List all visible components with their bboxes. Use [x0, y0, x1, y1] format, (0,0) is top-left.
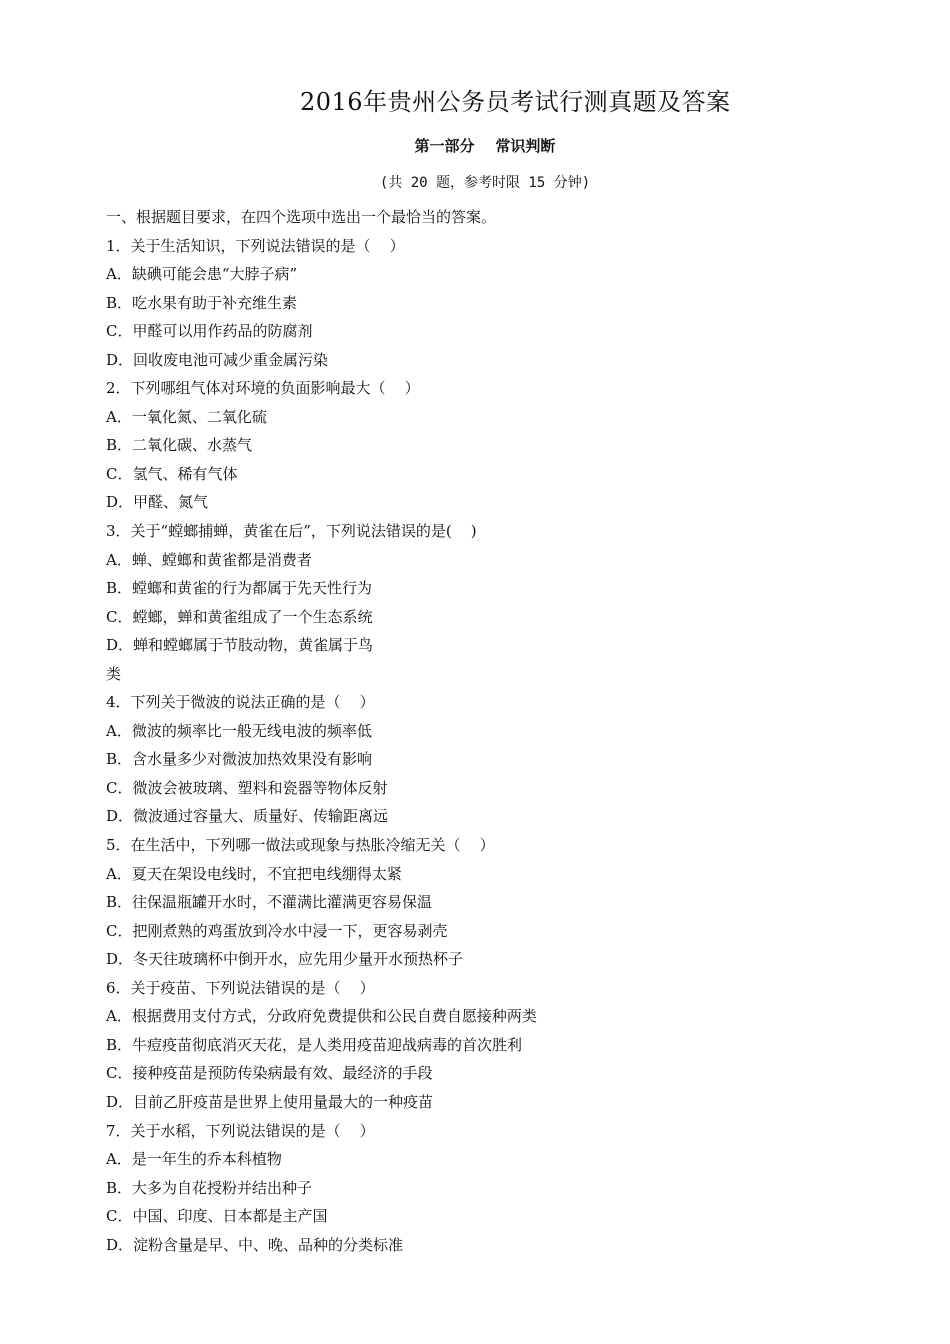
option-2b: B．二氧化碳、水蒸气 — [106, 436, 253, 455]
option-1a: A．缺碘可能会患“大脖子病” — [106, 265, 298, 284]
option-6b: B．牛痘疫苗彻底消灭天花，是人类用疫苗迎战病毒的首次胜利 — [106, 1035, 523, 1054]
option-7d: D．淀粉含量是早、中、晚、品种的分类标准 — [106, 1235, 404, 1254]
option-2a: A．一氧化氮、二氧化硫 — [106, 407, 267, 426]
option-5d: D．冬天往玻璃杯中倒开水，应先用少量开水预热杯子 — [106, 950, 464, 969]
instruction-text: 一、根据题目要求，在四个选项中选出一个最恰当的答案。 — [106, 208, 497, 226]
option-7c: C．中国、印度、日本都是主产国 — [106, 1207, 328, 1226]
question-1: 1．关于生活知识，下列说法错误的是（ ） — [106, 236, 405, 255]
option-3d: D．蝉和螳螂属于节肢动物，黄雀属于鸟 — [106, 636, 374, 655]
option-4c: C．微波会被玻璃、塑料和瓷器等物体反射 — [106, 778, 388, 797]
option-4a: A．微波的频率比一般无线电波的频率低 — [106, 721, 372, 740]
option-6d: D．目前乙肝疫苗是世界上使用量最大的一种疫苗 — [106, 1092, 434, 1111]
question-4: 4．下列关于微波的说法正确的是（ ） — [106, 693, 375, 712]
question-7: 7．关于水稻，下列说法错误的是（ ） — [106, 1121, 375, 1140]
option-4b: B．含水量多少对微波加热效果没有影响 — [106, 750, 373, 769]
option-5c: C．把刚煮熟的鸡蛋放到冷水中浸一下，更容易剥壳 — [106, 921, 448, 940]
document-body — [106, 203, 866, 1259]
section-heading: 第一部分 常识判断 — [414, 137, 556, 155]
section-note: (共 20 题，参考时限 15 分钟) — [379, 175, 591, 191]
question-6: 6．关于疫苗、下列说法错误的是（ ） — [106, 978, 375, 997]
option-4d: D．微波通过容量大、质量好、传输距离远 — [106, 807, 389, 826]
option-2c: C．氢气、稀有气体 — [106, 464, 238, 483]
option-5b: B．往保温瓶罐开水时，不灌满比灌满更容易保温 — [106, 893, 433, 912]
option-7b: B．大多为自花授粉并结出种子 — [106, 1178, 313, 1197]
option-3c: C．螳螂，蝉和黄雀组成了一个生态系统 — [106, 607, 373, 626]
question-3: 3．关于“螳螂捕蝉，黄雀在后”，下列说法错误的是( ) — [106, 522, 477, 541]
option-1c: C．甲醛可以用作药品的防腐剂 — [106, 322, 313, 341]
option-2d: D．甲醛、氮气 — [106, 493, 209, 512]
option-3d-continued: 类 — [106, 664, 122, 683]
question-2: 2．下列哪组气体对环境的负面影响最大（ ） — [106, 379, 420, 398]
option-7a: A．是一年生的乔本科植物 — [106, 1150, 282, 1169]
option-5a: A．夏天在架设电线时，不宜把电线绷得太紧 — [106, 864, 402, 883]
option-1d: D．回收废电池可减少重金属污染 — [106, 350, 329, 369]
option-3a: A．蝉、螳螂和黄雀都是消费者 — [106, 550, 312, 569]
option-3b: B．螳螂和黄雀的行为都属于先天性行为 — [106, 579, 373, 598]
option-6c: C．接种疫苗是预防传染病最有效、最经济的手段 — [106, 1064, 433, 1083]
question-5: 5．在生活中，下列哪一做法或现象与热胀冷缩无关（ ） — [106, 836, 495, 855]
option-1b: B．吃水果有助于补充维生素 — [106, 293, 298, 312]
document-title: 2016年贵州公务员考试行测真题及答案 — [300, 88, 731, 116]
option-6a: A．根据费用支付方式，分政府免费提供和公民自费自愿接种两类 — [106, 1007, 537, 1026]
